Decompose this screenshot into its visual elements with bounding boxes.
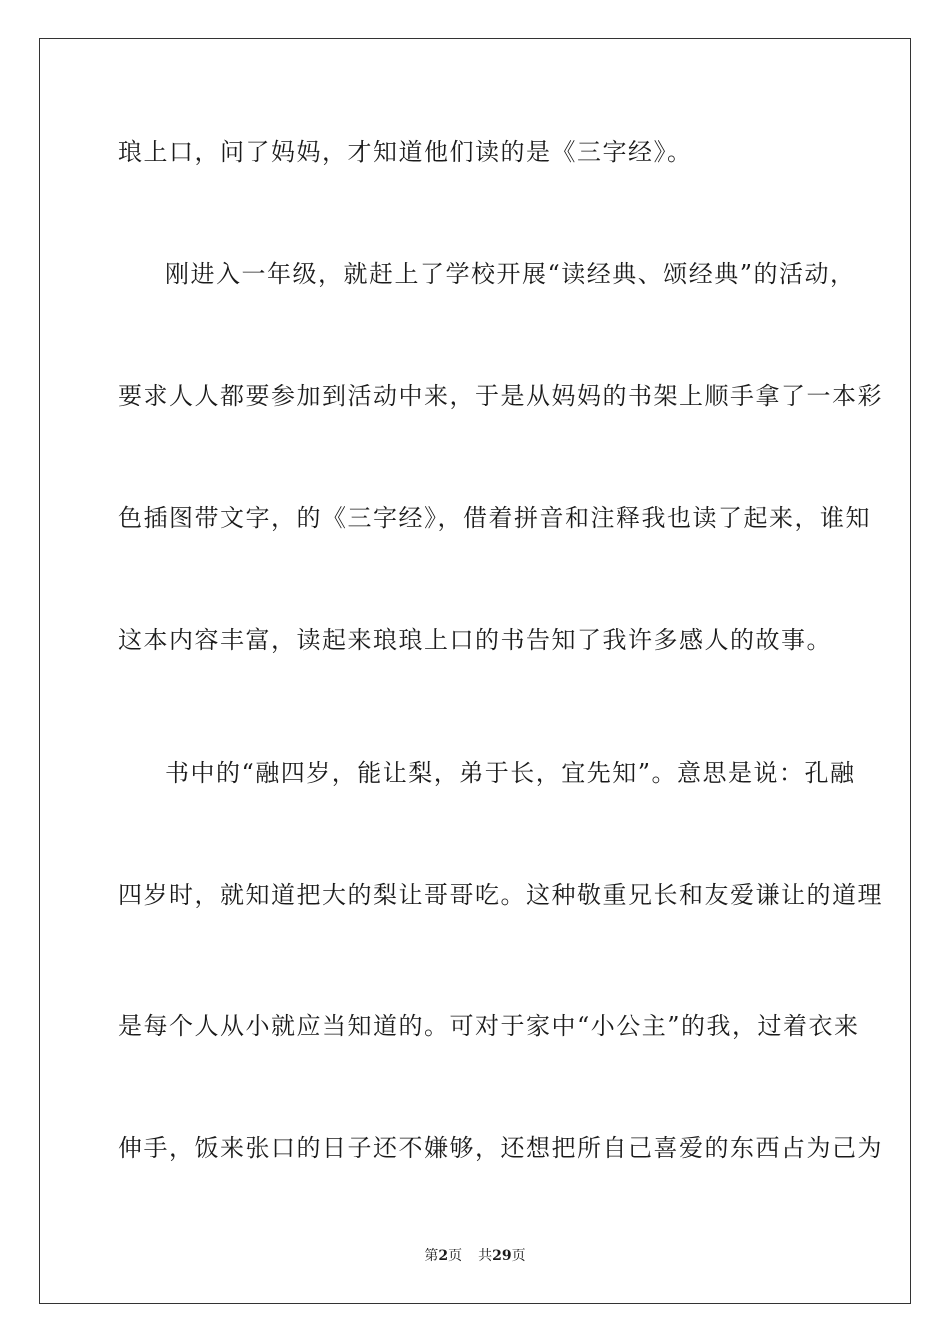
text-line-3: 要求人人都要参加到活动中来，于是从妈妈的书架上顺手拿了一本彩 [118,382,883,410]
page-footer [0,1246,950,1266]
text-line-9: 伸手，饭来张口的日子还不嫌够，还想把所自己喜爱的东西占为己为 [118,1134,883,1162]
total-prefix: 共 [478,1248,493,1264]
total-pages: 29 [492,1248,512,1264]
text-line-5: 这本内容丰富，读起来琅琅上口的书告知了我许多感人的故事。 [118,626,832,654]
text-line-7: 四岁时，就知道把大的梨让哥哥吃。这种敬重兄长和友爱谦让的道理 [118,881,883,909]
page-prefix: 第 [424,1248,439,1264]
text-line-4: 色插图带文字，的《三字经》，借着拼音和注释我也读了起来，谁知 [118,504,871,532]
text-line-2: 刚进入一年级，就赶上了学校开展“读经典、颂经典”的活动， [165,260,856,288]
page-suffix: 页 [448,1248,463,1264]
text-line-1: 琅上口，问了妈妈，才知道他们读的是《三字经》。 [118,138,693,166]
page-number: 2 [438,1248,449,1264]
page-frame [39,38,911,1304]
text-line-8: 是每个人从小就应当知道的。可对于家中“小公主”的我，过着衣来 [118,1012,860,1040]
total-suffix: 页 [511,1248,526,1264]
text-line-6: 书中的“融四岁，能让梨，弟于长，宜先知”。意思是说：孔融 [165,759,856,787]
